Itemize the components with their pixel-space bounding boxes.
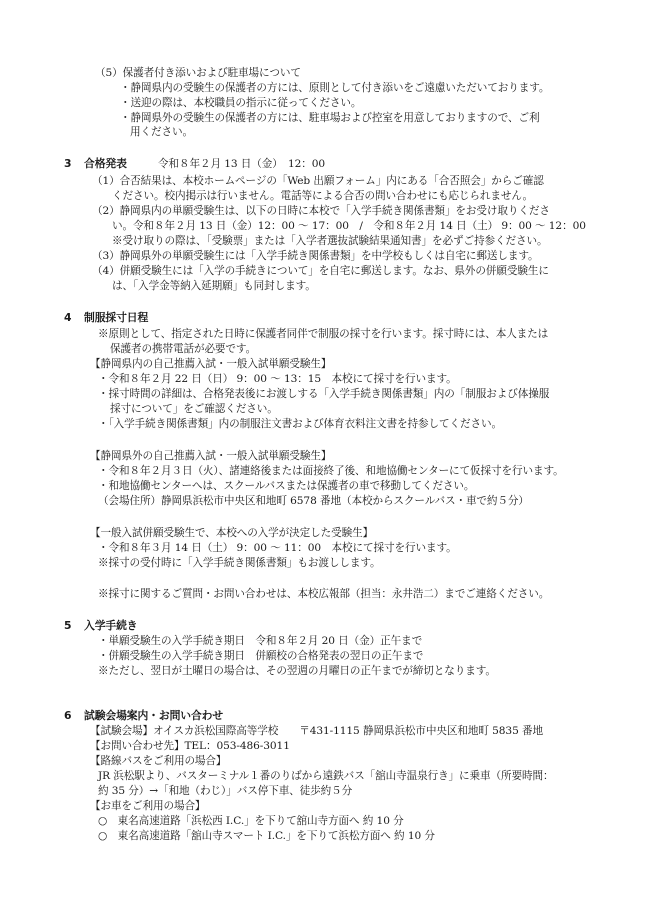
section-6-number: 6: [64, 709, 72, 722]
accompany-title: （5）保護者付き添いおよび駐車場について: [95, 67, 301, 79]
sec3-item-2-note: ※受け取りの際は、「受験票」または「入学者選抜試験結果通知書」を必ずご持参ください。: [112, 235, 548, 247]
sec4-note-1-cont: 保護者の携帯電話が必要です。: [110, 343, 257, 355]
sec4-group-1-bullet-1: ・令和８年２月 22 日（日） 9：00 ～ 13：15 本校にて採寸を行います。: [98, 373, 457, 385]
sec4-group-2-bullet-1: ・令和８年２月３日（火）、諸連絡後または面接終了後、和地協働センターにて仮採寸を行います。: [98, 465, 564, 477]
sec4-group-1-bullet-3: ・「入学手続き関係書類」内の制服注文書および体育衣料注文書を持参してください。: [98, 418, 502, 430]
sec3-item-2-dates: い。令和８年２月 13 日（金）12：00 ～ 17：00 / 令和８年２月 14 日（土） 9：00 ～ 12：00: [112, 220, 586, 232]
sec4-group-1-heading: 【静岡県内の自己推薦入試・一般入試単願受験生】: [90, 358, 332, 370]
section-4-number: 4: [64, 311, 72, 324]
sec4-contact-note: ※採寸に関するご質問・お問い合わせは、本校広報部（担当：永井浩二）までご連絡ください。: [98, 588, 550, 600]
section-5-title: 入学手続き: [84, 619, 138, 632]
sec6-bus-line-2: 約 35 分）→「和地（わじ）」バス停下車、徒歩約５分: [98, 785, 353, 797]
sec3-item-1: （1）合否結果は、本校ホームページの「Web 出願フォーム」内にある「合否照会」からご確認: [92, 175, 544, 187]
sec3-item-4-cont: は、「入学金等納入延期願」も同封します。: [112, 280, 316, 292]
section-3-title: 合格発表: [84, 157, 127, 170]
sec6-tel: 【お問い合わせ先】TEL：053-486-3011: [90, 740, 290, 752]
accompany-bullet-3: ・静岡県外の受験生の保護者の方には、駐車場および控室を用意しておりますので、ご利: [120, 112, 540, 124]
sec4-group-3-note: ※採寸の受付時に「入学手続き関係書類」もお渡しします。: [98, 557, 381, 569]
sec4-group-1-bullet-2-cont: 採寸について」をご確認ください。: [110, 403, 278, 415]
sec4-group-1-bullet-2: ・採寸時間の詳細は、合格発表後にお渡しする「入学手続き関係書類」内の「制服および体操服: [98, 388, 550, 400]
accompany-bullet-1: ・静岡県内の受験生の保護者の方には、原則として付き添いをご遠慮いただいております。: [120, 82, 550, 94]
section-5-number: 5: [64, 619, 72, 632]
sec4-group-3-heading: 【一般入試併願受験生で、本校への入学が決定した受験生】: [90, 527, 374, 539]
sec6-car-line-1: ○ 東名高速道路「浜松西 I.C.」を下りて舘山寺方面へ 約 10 分: [98, 815, 404, 827]
accompany-bullet-2: ・送迎の際は、本校職員の指示に従ってください。: [120, 97, 362, 109]
sec6-bus-heading: 【路線バスをご利用の場合】: [90, 755, 227, 767]
section-3-number: 3: [64, 157, 72, 170]
sec4-group-2-venue: （会場住所）静岡県浜松市中央区和地町 6578 番地（本校からスクールバス・車で約５分）: [98, 495, 529, 507]
accompany-bullet-3-cont: 用ください。: [130, 126, 193, 138]
section-6-title: 試験会場案内・お問い合わせ: [84, 709, 224, 722]
sec4-note-1: ※原則として、指定された日時に保護者同伴で制服の採寸を行います。採寸時には、本人または: [98, 328, 549, 340]
sec4-group-2-bullet-2: ・和地協働センターへは、スクールバスまたは保護者の車で移動してください。: [98, 480, 475, 492]
sec5-note: ※ただし、翌日が土曜日の場合は、その翌週の月曜日の正午までが締切となります。: [98, 665, 496, 677]
sec5-bullet-1: ・単願受験生の入学手続き期日 令和８年２月 20 日（金）正午まで: [98, 635, 423, 647]
section-3-date: 令和８年２月 13 日（金） 12：00: [158, 158, 325, 170]
sec3-item-1-cont: ください。校内掲示は行いません。電話等による合否の問い合わせにも応じられません。: [112, 190, 534, 202]
sec4-group-3-bullet-1: ・令和８年３月 14 日（土） 9：00 ～ 11：00 本校にて採寸を行います。: [98, 542, 457, 554]
sec3-item-4: （4）併願受験生には「入学の手続きについて」を自宅に郵送します。なお、県外の併願受験生に: [92, 265, 549, 277]
sec3-item-2: （2）静岡県内の単願受験生は、以下の日時に本校で「入学手続き関係書類」をお受け取りくださ: [92, 205, 550, 217]
sec4-group-2-heading: 【静岡県外の自己推薦入試・一般入試単願受験生】: [90, 450, 332, 462]
sec6-car-heading: 【お車をご利用の場合】: [90, 800, 206, 812]
section-4-title: 制服採寸日程: [84, 311, 149, 324]
sec6-bus-line-1: JR 浜松駅より、バスターミナル１番のりばから遠鉄バス「舘山寺温泉行き」に乗車（所要時間：: [98, 770, 554, 782]
sec5-bullet-2: ・併願受験生の入学手続き期日 併願校の合格発表の翌日の正午まで: [98, 650, 424, 662]
sec6-venue: 【試験会場】オイスカ浜松国際高等学校 〒431-1115 静岡県浜松市中央区和地町 5835 番地: [90, 725, 543, 737]
sec6-car-line-2: ○ 東名高速道路「舘山寺スマート I.C.」を下りて浜松方面へ 約 10 分: [98, 830, 435, 842]
sec3-item-3: （3）静岡県外の単願受験生には「入学手続き関係書類」を中学校もしくは自宅に郵送します。: [92, 250, 539, 262]
